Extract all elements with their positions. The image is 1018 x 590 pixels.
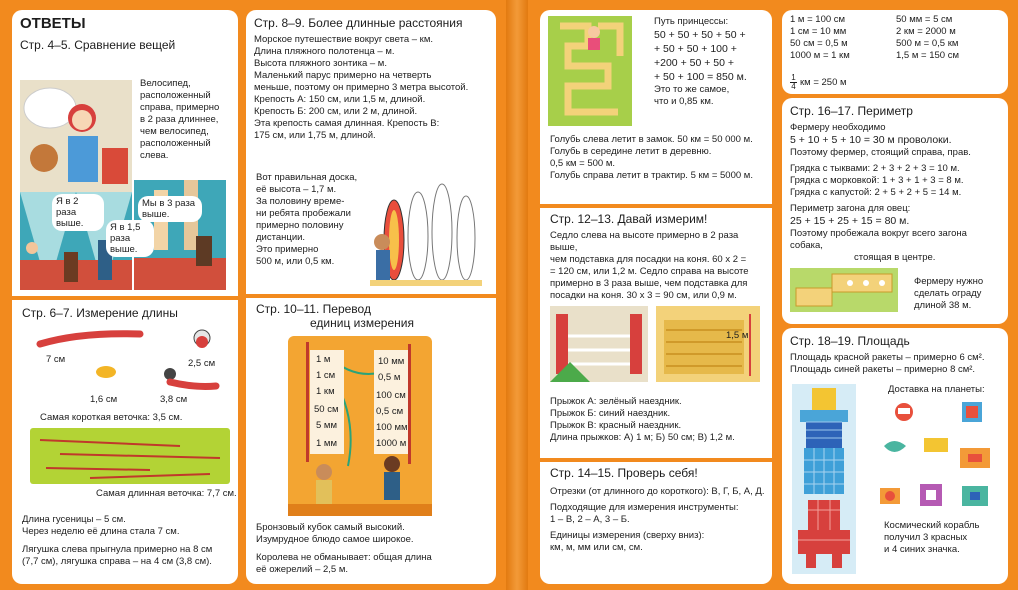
flag-right-5: 100 мм: [376, 422, 408, 433]
conversions-right: 50 мм = 5 см 2 км = 2000 м 500 м = 0,5 км 1,5 м = 150 см: [896, 14, 959, 61]
flag-left-6: 1 мм: [316, 438, 337, 449]
section-divider: [246, 294, 496, 298]
maze-illustration: [548, 16, 632, 126]
treasures-answers: Бронзовый кубок самый высокий. Изумрудное блюдо самое широкое. Королева не обманывает: общая длина её ожерелий – 2,5 м.: [256, 522, 432, 575]
delivery-label: Доставка на планеты:: [888, 384, 985, 395]
flag-right-6: 1000 м: [376, 438, 407, 449]
section-title-8-9: Стр. 8–9. Более длинные расстояния: [254, 16, 463, 30]
princess-path-answer: Путь принцессы: 50 + 50 + 50 + 50 + + 50 + 50 + 100 + +200 + 50 + 50 + + 50 + 100 = 850 м. Это то же самое, что и 0,85 км.: [654, 16, 747, 107]
bubble-1-5x: Я в 1,5 раза выше.: [106, 220, 154, 257]
saddle-answers: Седло слева на высоте примерно в 2 раза выше, чем подставка для посадки на коня. 60 x 2 = = 120 см, или 1,2 м. Седло справа на высоте примерно в 3 раза выше, чем подставка для посадки на коня. 30 x 3 = 90 см, или 0,9 м.: [550, 230, 749, 301]
jumps-answers: Прыжок А: зелёный наездник. Прыжок Б: синий наездник. Прыжок В: красный наездник. Длина прыжков: А) 1 м; Б) 50 см; В) 1,2 м.: [550, 396, 735, 443]
comparison-illustration: [20, 80, 132, 290]
surfboards-illustration: [370, 178, 482, 286]
length-label-7cm: 7 см: [46, 354, 66, 365]
answers-card-middle-left: [246, 10, 496, 584]
flag-right-3: 100 см: [376, 390, 406, 401]
distances-answers: Морское путешествие вокруг света – км. Длина пляжного полотенца – м. Высота пляжного зонтика – м. Маленький парус примерно на четверть меньше, поэтому он примерно 3 метра высотой. Крепость А: 150 см, или 1,5 м, длиной. Крепость Б: 200 см, или 2 м, длиной. Эта крепость самая длинная. Крепость В: 175 см, или 1,75 м, длиной.: [254, 34, 469, 141]
bubble-2x: Я в 2 раза выше.: [52, 194, 104, 231]
flag-right-1: 10 мм: [378, 356, 405, 367]
book-spine: [506, 0, 528, 590]
ruler-label: 1,5 м: [726, 330, 749, 341]
perimeter-card: [782, 98, 1008, 324]
unit-flags-illustration: [288, 336, 432, 516]
sheep-pen-answer: Периметр загона для овец: 25 + 15 + 25 + 15 = 80 м. Поэтому пробежала вокруг всего загона собака, стоящая в центре.: [790, 203, 967, 263]
length-label-3-8cm: 3,8 см: [160, 394, 188, 405]
fence-answer: Фермеру нужно сделать ограду длиной 38 м.: [914, 276, 984, 311]
doves-answers: Голубь слева летит в замок. 50 км = 50 000 м. Голубь в середине летит в деревню. 0,5 км = 500 м. Голубь справа летит в трактир. 5 км = 5000 м.: [550, 134, 753, 181]
area-card: [782, 328, 1008, 584]
frog-answer: Лягушка слева прыгнула примерно на 8 см (7,7 см), лягушка справа – на 4 см (3,8 см).: [22, 544, 213, 567]
answers-card-left: [12, 10, 238, 584]
answers-card-middle-right: [540, 10, 772, 584]
check-yourself-answers: Отрезки (от длинного до короткого): В, Г, Б, А, Д. Подходящие для измерения инструменты: 1 – В, 2 – А, 3 – Б. Единицы измерения (сверху вниз): км, м, мм или см, см.: [550, 486, 765, 553]
section-title-4-5: Стр. 4–5. Сравнение вещей: [20, 38, 176, 52]
flag-right-2: 0,5 м: [378, 372, 401, 383]
section-divider: [540, 204, 772, 208]
rocket-area-answers: Площадь красной ракеты – примерно 6 см². Площадь синей ракеты – примерно 8 см².: [790, 352, 985, 375]
conversions-card: [782, 10, 1008, 94]
garden-beds-answers: Грядка с тыквами: 2 + 3 + 2 + 3 = 10 м. Грядка с морковкой: 1 + 3 + 1 + 3 = 8 м. Грядка с капустой: 2 + 5 + 2 + 5 = 14 м.: [790, 163, 964, 198]
flag-right-4: 0,5 см: [376, 406, 404, 417]
section-divider: [12, 296, 238, 300]
section-title-16-17: Стр. 16–17. Периметр: [790, 104, 913, 118]
flag-left-2: 1 см: [316, 370, 336, 381]
shortest-twig: Самая короткая веточка: 3,5 см.: [40, 412, 183, 423]
worms-illustration: [20, 322, 230, 422]
planets-illustration: [870, 398, 1006, 516]
bubble-3x: Мы в 3 раза выше.: [138, 196, 202, 222]
flag-left-5: 5 мм: [316, 420, 337, 431]
farmer-answer: Фермеру необходимо 5 + 10 + 5 + 10 = 30 м проволоки. Поэтому фермер, стоящий справа, прав.: [790, 122, 971, 158]
caterpillar-answer: Длина гусеницы – 5 см. Через неделю её длина стала 7 см.: [22, 514, 180, 537]
section-divider: [540, 458, 772, 462]
section-title-14-15: Стр. 14–15. Проверь себя!: [550, 466, 698, 480]
fence-illustration: [790, 268, 898, 312]
flag-left-4: 50 см: [314, 404, 339, 415]
quarter-km-row: 1 4 км = 250 м: [791, 73, 847, 91]
flag-left-3: 1 км: [316, 386, 335, 397]
surfboard-answer: Вот правильная доска, её высота – 1,7 м. За половину време- ни ребята пробежали примерно половину дистанции. Это примерно 500 м, или 0,5 км.: [256, 172, 358, 267]
page-title: ОТВЕТЫ: [20, 15, 86, 32]
flag-left-1: 1 м: [316, 354, 331, 365]
section-title-10-11: Стр. 10–11. Перевод единиц измерения: [256, 302, 414, 330]
bicycle-answer: Велосипед, расположенный справа, примерно в 2 раза длиннее, чем велосипед, расположенный слева.: [140, 78, 220, 161]
section-title-6-7: Стр. 6–7. Измерение длины: [22, 306, 178, 320]
length-label-2-5cm: 2,5 см: [188, 358, 216, 369]
spaceship-answer: Космический корабль получил 3 красных и 4 синих значка.: [884, 520, 980, 555]
section-title-18-19: Стр. 18–19. Площадь: [790, 334, 910, 348]
conversions-left: 1 м = 100 см 1 см = 10 мм 50 см = 0,5 м 1000 м = 1 км: [790, 14, 850, 61]
length-label-1-6cm: 1,6 см: [90, 394, 118, 405]
jumps-illustration: [550, 306, 760, 382]
twigs-illustration: [30, 428, 230, 484]
robot-rocket-illustration: [792, 384, 856, 574]
longest-twig: Самая длинная веточка: 7,7 см.: [96, 488, 237, 499]
fraction: 1 4: [791, 73, 796, 91]
section-title-12-13: Стр. 12–13. Давай измерим!: [550, 212, 708, 226]
